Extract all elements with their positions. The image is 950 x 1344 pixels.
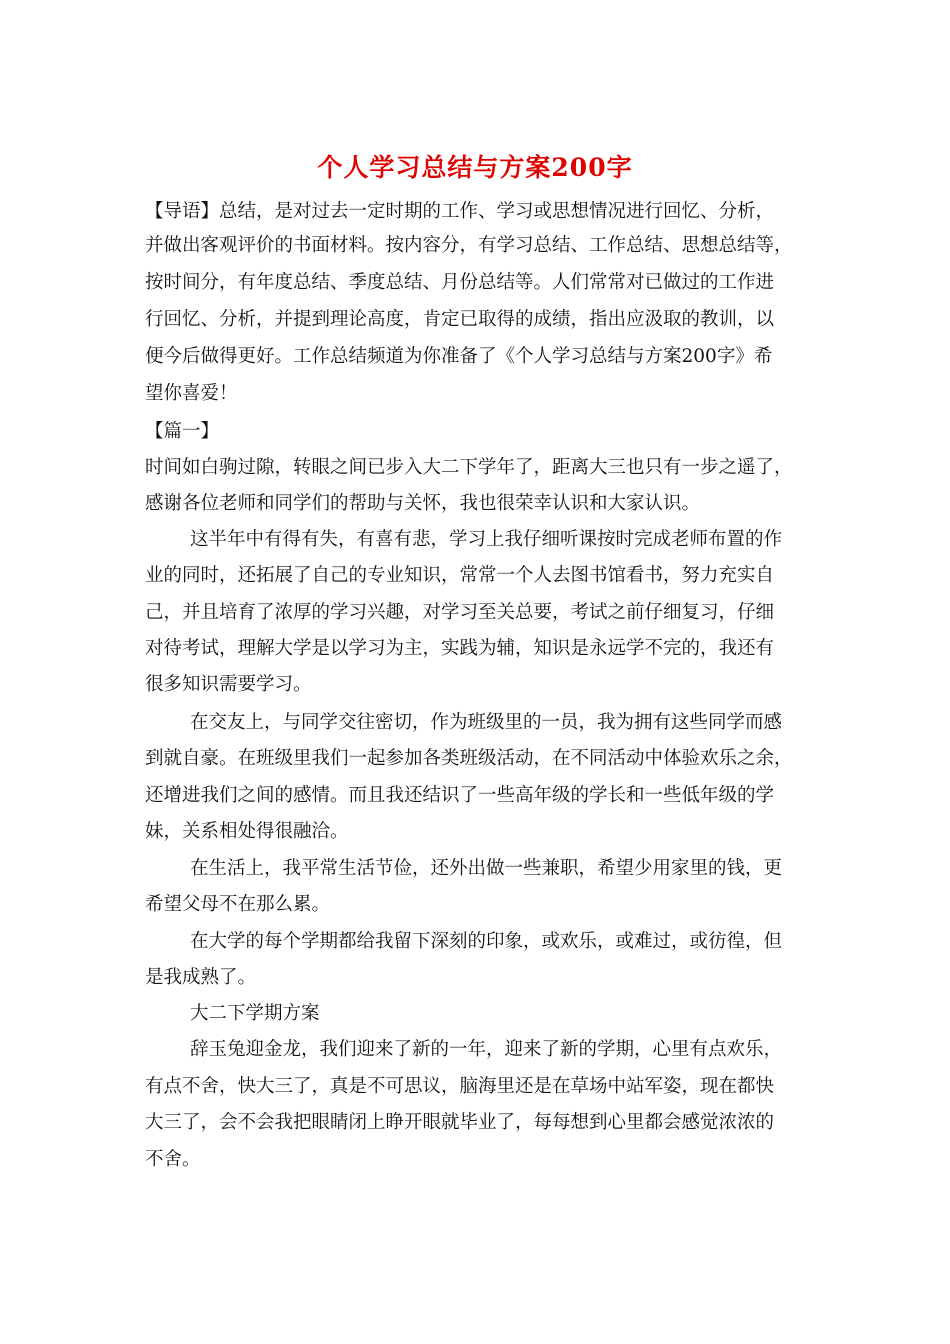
document-title: 个人学习总结与方案200字 [317,153,633,182]
text-line: 便今后做得更好。工作总结频道为你准备了《个人学习总结与方案200字》希 [145,346,773,367]
text-line: 并做出客观评价的书面材料。按内容分，有学习总结、工作总结、思想总结等， [145,235,793,256]
text-line: 时间如白驹过隙，转眼之间已步入大二下学年了，距离大三也只有一步之遥了， [145,457,793,478]
text-line: 业的同时，还拓展了自己的专业知识，常常一个人去图书馆看书，努力充实自 [145,565,775,586]
text-line: 望你喜爱！ [145,383,238,404]
text-line: 己，并且培育了浓厚的学习兴趣，对学习至关总要，考试之前仔细复习，仔细 [145,602,775,623]
text-line: 【导语】总结，是对过去一定时期的工作、学习或思想情况进行回忆、分析， [145,201,775,222]
text-line: 有点不舍，快大三了，真是不可思议，脑海里还是在草场中站军姿，现在都快 [145,1076,775,1097]
text-line: 不舍。 [145,1149,201,1170]
section-heading: 【篇一】 [145,421,220,442]
text-line: 对待考试，理解大学是以学习为主，实践为辅，知识是永远学不完的，我还有 [145,638,775,659]
text-line: 大三了，会不会我把眼睛闭上睁开眼就毕业了，每每想到心里都会感觉浓浓的 [145,1112,775,1133]
text-line: 辞玉兔迎金龙，我们迎来了新的一年，迎来了新的学期，心里有点欢乐， [190,1039,783,1060]
text-line: 在交友上，与同学交往密切，作为班级里的一员，我为拥有这些同学而感 [190,712,783,733]
text-line: 很多知识需要学习。 [145,674,312,695]
text-line: 在生活上，我平常生活节俭，还外出做一些兼职，希望少用家里的钱，更 [190,858,783,879]
text-line: 感谢各位老师和同学们的帮助与关怀，我也很荣幸认识和大家认识。 [145,493,701,514]
text-line: 是我成熟了。 [145,967,257,988]
text-line: 行回忆、分析，并提到理论高度，肯定已取得的成绩，指出应汲取的教训，以 [145,309,775,330]
text-line: 还增进我们之间的感情。而且我还结识了一些高年级的学长和一些低年级的学 [145,785,775,806]
text-line: 到就自豪。在班级里我们一起参加各类班级活动，在不同活动中体验欢乐之余， [145,748,793,769]
text-line: 希望父母不在那么累。 [145,894,331,915]
section-heading: 大二下学期方案 [190,1003,320,1024]
text-line: 妹，关系相处得很融洽。 [145,821,349,842]
text-line: 在大学的每个学期都给我留下深刻的印象，或欢乐，或难过，或彷徨，但 [190,931,783,952]
text-line: 按时间分，有年度总结、季度总结、月份总结等。人们常常对已做过的工作进 [145,272,775,293]
text-line: 这半年中有得有失，有喜有悲，学习上我仔细听课按时完成老师布置的作 [190,529,783,550]
